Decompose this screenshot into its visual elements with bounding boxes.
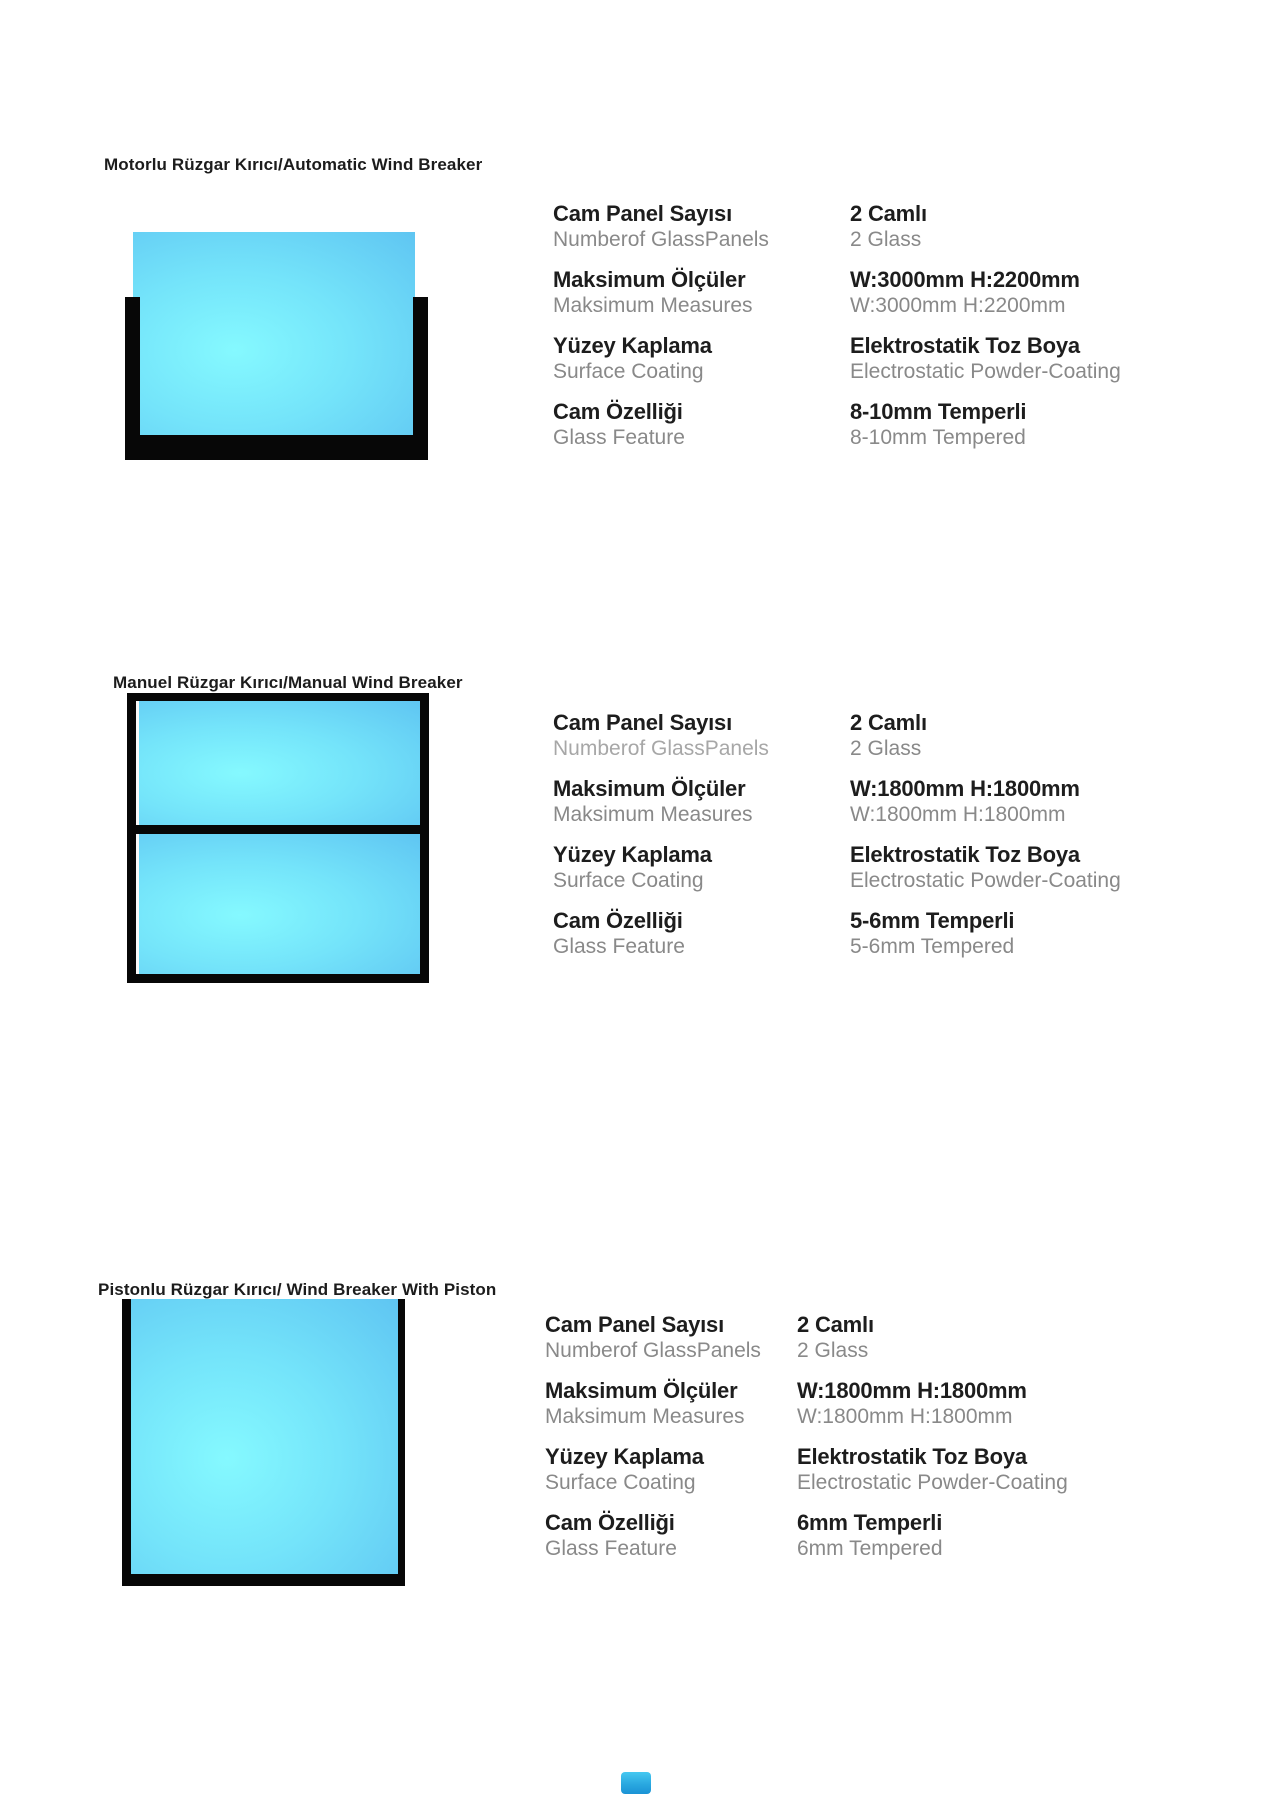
brand-logo-icon bbox=[621, 1772, 651, 1794]
spec-label-tr: Cam Panel Sayısı bbox=[553, 710, 733, 735]
spec-label-en: Surface Coating bbox=[545, 1471, 696, 1494]
spec-value-tr: W:1800mm H:1800mm bbox=[797, 1378, 1027, 1403]
spec-row-glass-feature bbox=[553, 908, 1193, 959]
spec-value-tr: W:3000mm H:2200mm bbox=[850, 267, 1080, 292]
spec-label-tr: Cam Özelliği bbox=[545, 1510, 675, 1535]
spec-value-tr: 2 Camlı bbox=[850, 201, 927, 226]
spec-value-tr: Elektrostatik Toz Boya bbox=[797, 1444, 1027, 1469]
spec-value-tr: 6mm Temperli bbox=[797, 1510, 943, 1535]
product-image-piston-wind-breaker bbox=[122, 1299, 405, 1586]
spec-label-tr: Yüzey Kaplama bbox=[553, 842, 712, 867]
spec-value-en: Electrostatic Powder-Coating bbox=[850, 360, 1121, 383]
spec-label-en: Numberof GlassPanels bbox=[553, 737, 769, 760]
spec-list-piston bbox=[545, 1312, 1185, 1576]
spec-values bbox=[850, 710, 927, 761]
spec-values bbox=[850, 333, 1121, 384]
product-image-automatic-wind-breaker bbox=[125, 232, 428, 460]
glass-panel-bottom bbox=[136, 834, 420, 974]
section-title-manual: Manuel Rüzgar Kırıcı/Manual Wind Breaker bbox=[113, 673, 463, 693]
spec-value-tr: Elektrostatik Toz Boya bbox=[850, 333, 1080, 358]
spec-row-glass-feature bbox=[553, 399, 1193, 450]
spec-values bbox=[797, 1444, 1068, 1495]
section-title-piston: Pistonlu Rüzgar Kırıcı/ Wind Breaker With Piston bbox=[98, 1280, 497, 1300]
product-image-manual-wind-breaker bbox=[127, 693, 429, 983]
spec-row-glass-feature bbox=[545, 1510, 1185, 1561]
spec-values bbox=[797, 1378, 1027, 1429]
spec-values bbox=[850, 908, 1014, 959]
spec-label-en: Surface Coating bbox=[553, 869, 704, 892]
section-title-automatic: Motorlu Rüzgar Kırıcı/Automatic Wind Breaker bbox=[104, 155, 483, 175]
spec-row-surface-coating bbox=[545, 1444, 1185, 1495]
spec-label-tr: Yüzey Kaplama bbox=[545, 1444, 704, 1469]
spec-row-max-measures bbox=[553, 267, 1193, 318]
glass-panel-top bbox=[136, 701, 420, 825]
spec-row-glass-panels bbox=[545, 1312, 1185, 1363]
spec-value-tr: 2 Camlı bbox=[850, 710, 927, 735]
spec-values bbox=[850, 201, 927, 252]
spec-label-en: Numberof GlassPanels bbox=[545, 1339, 761, 1362]
spec-label-tr: Maksimum Ölçüler bbox=[545, 1378, 738, 1403]
spec-value-tr: 8-10mm Temperli bbox=[850, 399, 1027, 424]
spec-row-surface-coating bbox=[553, 333, 1193, 384]
spec-value-tr: W:1800mm H:1800mm bbox=[850, 776, 1080, 801]
spec-label-tr: Maksimum Ölçüler bbox=[553, 267, 746, 292]
spec-value-en: 2 Glass bbox=[797, 1339, 869, 1362]
spec-row-max-measures bbox=[553, 776, 1193, 827]
spec-label-en: Glass Feature bbox=[553, 935, 685, 958]
glass-panel bbox=[131, 1299, 398, 1574]
spec-values bbox=[797, 1312, 874, 1363]
spec-row-glass-panels bbox=[553, 710, 1193, 761]
spec-value-en: 5-6mm Tempered bbox=[850, 935, 1015, 958]
spec-value-en: Electrostatic Powder-Coating bbox=[797, 1471, 1068, 1494]
spec-label-en: Numberof GlassPanels bbox=[553, 228, 769, 251]
spec-label-en: Maksimum Measures bbox=[553, 294, 753, 317]
spec-label-tr: Cam Panel Sayısı bbox=[545, 1312, 725, 1337]
spec-list-manual bbox=[553, 710, 1193, 974]
spec-values bbox=[850, 267, 1080, 318]
spec-value-en: W:1800mm H:1800mm bbox=[850, 803, 1066, 826]
spec-label-en: Glass Feature bbox=[545, 1537, 677, 1560]
base-bar bbox=[125, 435, 428, 460]
spec-label-tr: Maksimum Ölçüler bbox=[553, 776, 746, 801]
spec-label-tr: Cam Özelliği bbox=[553, 908, 683, 933]
spec-values bbox=[850, 399, 1026, 450]
spec-value-en: W:3000mm H:2200mm bbox=[850, 294, 1066, 317]
spec-row-surface-coating bbox=[553, 842, 1193, 893]
spec-value-en: Electrostatic Powder-Coating bbox=[850, 869, 1121, 892]
glass-panel bbox=[133, 232, 415, 436]
spec-value-en: W:1800mm H:1800mm bbox=[797, 1405, 1013, 1428]
spec-row-glass-panels bbox=[553, 201, 1193, 252]
spec-value-tr: 5-6mm Temperli bbox=[850, 908, 1015, 933]
spec-value-en: 2 Glass bbox=[850, 737, 922, 760]
spec-label-en: Surface Coating bbox=[553, 360, 704, 383]
spec-value-tr: Elektrostatik Toz Boya bbox=[850, 842, 1080, 867]
spec-values bbox=[850, 776, 1080, 827]
spec-label-tr: Yüzey Kaplama bbox=[553, 333, 712, 358]
spec-values bbox=[850, 842, 1121, 893]
spec-label-en: Maksimum Measures bbox=[545, 1405, 745, 1428]
spec-value-en: 8-10mm Tempered bbox=[850, 426, 1026, 449]
spec-value-tr: 2 Camlı bbox=[797, 1312, 874, 1337]
spec-label-en: Glass Feature bbox=[553, 426, 685, 449]
spec-list-automatic bbox=[553, 201, 1193, 465]
spec-label-tr: Cam Panel Sayısı bbox=[553, 201, 733, 226]
spec-value-en: 6mm Tempered bbox=[797, 1537, 943, 1560]
spec-label-tr: Cam Özelliği bbox=[553, 399, 683, 424]
spec-values bbox=[797, 1510, 943, 1561]
spec-label-en: Maksimum Measures bbox=[553, 803, 753, 826]
spec-row-max-measures bbox=[545, 1378, 1185, 1429]
spec-value-en: 2 Glass bbox=[850, 228, 922, 251]
